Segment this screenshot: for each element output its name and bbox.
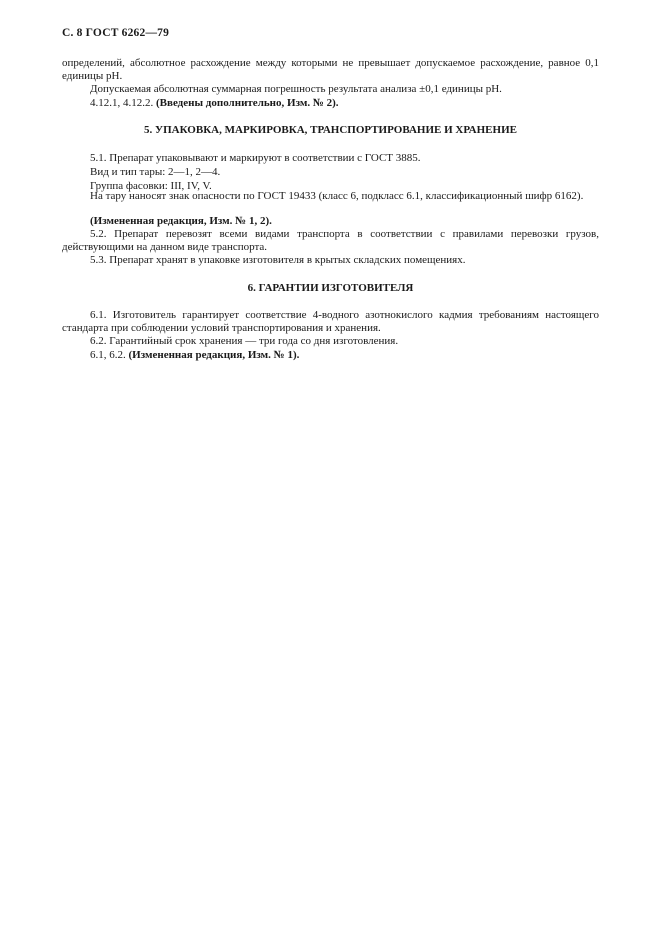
amendment-note: (Измененная редакция, Изм. № 1).	[128, 349, 300, 361]
paragraph-hazard-sign: На тару наносят знак опасности по ГОСТ 19433 (класс 6, подкласс 6.1, классификационный шифр 6162).	[90, 190, 584, 202]
paragraph-4-tail: определений, абсолютное расхождение между которыми не превышает допускаемое расхождение, равное 0,1 единицы рН.	[62, 57, 599, 82]
paragraph-6-1: 6.1. Изготовитель гарантирует соответствие 4-водного азотнокислого кадмия требованиям настоящего стандарта при соблюдении условий транспортирования и хранения.	[62, 309, 599, 334]
paragraph-packing-group: Группа фасовки: III, IV, V.	[90, 180, 212, 192]
paragraph-6-2: 6.2. Гарантийный срок хранения — три года со дня изготовления.	[90, 335, 399, 347]
page-header: С. 8 ГОСТ 6262—79	[62, 27, 170, 39]
paragraph-error-limit: Допускаемая абсолютная суммарная погрешность результата анализа ±0,1 единицы рН.	[90, 83, 502, 95]
amendment-ref: 4.12.1, 4.12.2.	[90, 97, 154, 109]
section-5-title: 5. УПАКОВКА, МАРКИРОВКА, ТРАНСПОРТИРОВАНИЕ И ХРАНЕНИЕ	[144, 124, 517, 136]
amendment-note: (Введены дополнительно, Изм. № 2).	[156, 97, 339, 109]
section-6-title: 6. ГАРАНТИИ ИЗГОТОВИТЕЛЯ	[247, 282, 414, 294]
paragraph-6-amendment	[62, 349, 599, 362]
amendment-ref: 6.1, 6.2.	[90, 349, 126, 361]
paragraph-5-amendment	[62, 215, 599, 228]
paragraph-5-2: 5.2. Препарат перевозят всеми видами транспорта в соответствии с правилами перевозки грузов, действующими на данном виде транспорта.	[62, 228, 599, 253]
paragraph-5-1: 5.1. Препарат упаковывают и маркируют в соответствии с ГОСТ 3885.	[90, 152, 421, 164]
amendment-note: (Измененная редакция, Изм. № 1, 2).	[90, 215, 272, 227]
paragraph-container-type: Вид и тип тары: 2—1, 2—4.	[90, 166, 221, 178]
paragraph-5-3: 5.3. Препарат хранят в упаковке изготовителя в крытых складских помещениях.	[90, 254, 466, 266]
paragraph-4-12-amendment	[62, 97, 599, 110]
